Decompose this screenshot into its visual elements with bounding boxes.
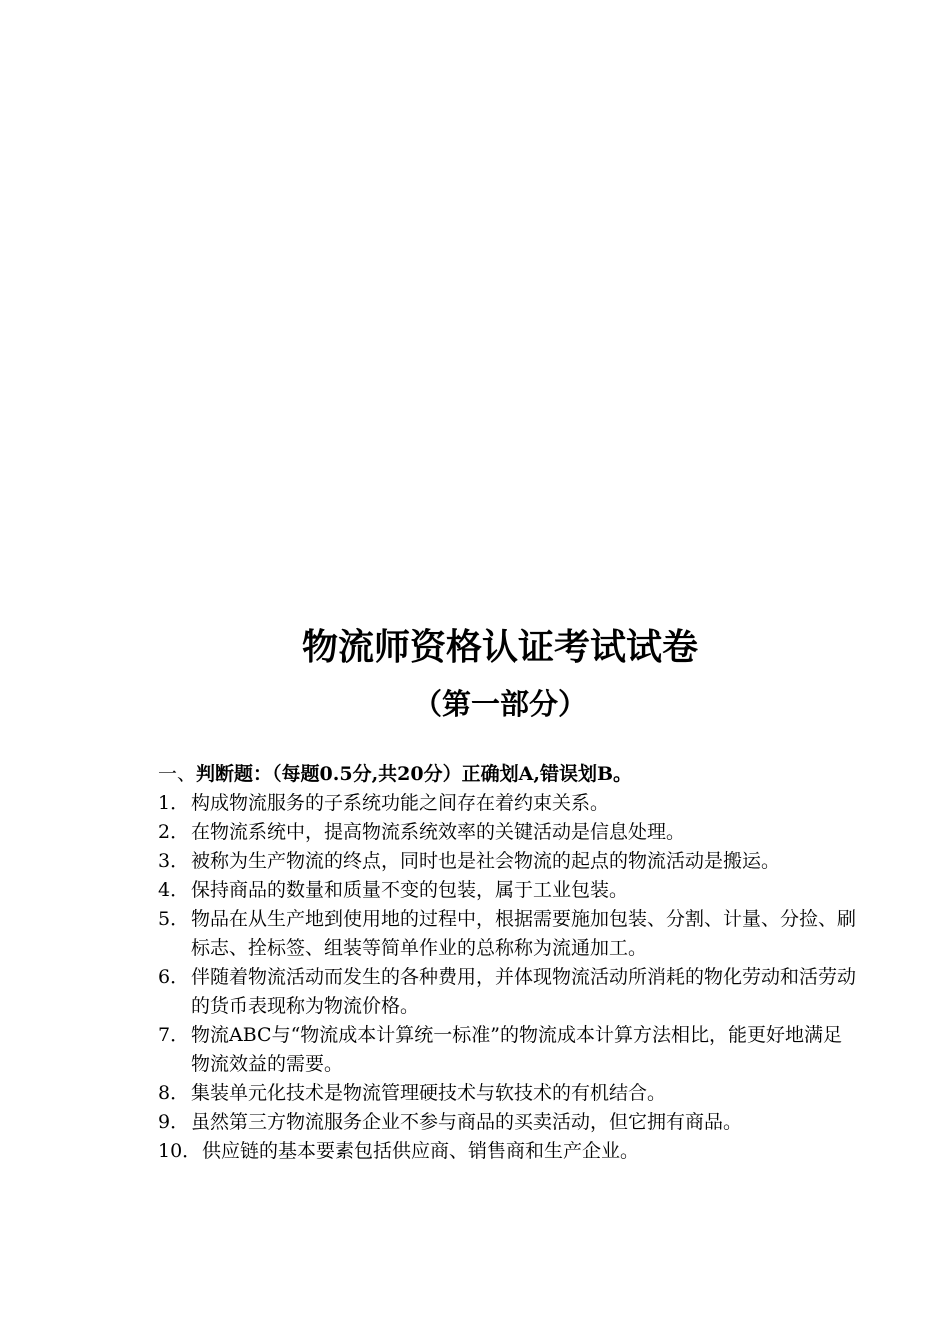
page-title: 物流师资格认证考试试卷 [301, 626, 698, 668]
section-heading [158, 760, 858, 789]
question-text: 集装单元化技术是物流管理硬技术与软技术的有机结合。 [191, 1082, 667, 1104]
question-item [158, 1079, 858, 1108]
section-true-false [158, 760, 858, 1166]
question-text: 物流ABC与“物流成本计算统一标准”的物流成本计算方法相比，能更好地满足物流效益的需要。 [191, 1024, 843, 1075]
question-text: 构成物流服务的子系统功能之间存在着约束关系。 [191, 792, 610, 814]
question-number: 3． [158, 850, 190, 872]
question-number: 10． [158, 1140, 202, 1162]
page-subtitle: （第一部分） [412, 687, 587, 721]
question-item [158, 818, 858, 847]
question-number: 2． [158, 821, 190, 843]
question-text: 伴随着物流活动而发生的各种费用，并体现物流活动所消耗的物化劳动和活劳动的货币表现称为物流价格。 [191, 966, 857, 1017]
question-item [158, 1108, 858, 1137]
question-number: 8． [158, 1082, 190, 1104]
question-item [158, 905, 858, 963]
question-text: 供应链的基本要素包括供应商、销售商和生产企业。 [202, 1140, 640, 1162]
question-number: 9． [158, 1111, 190, 1133]
question-text: 物品在从生产地到使用地的过程中，根据需要施加包装、分割、计量、分捡、刷标志、拴标签、组装等简单作业的总称称为流通加工。 [191, 908, 857, 959]
question-number: 6． [158, 966, 190, 988]
question-number: 7． [158, 1024, 190, 1046]
section-heading-text: 判断题：（每题0.5分,共20分）正确划A,错误划B。 [196, 763, 633, 785]
question-number: 1． [158, 792, 190, 814]
question-text: 被称为生产物流的终点，同时也是社会物流的起点的物流活动是搬运。 [191, 850, 781, 872]
question-number: 4． [158, 879, 190, 901]
question-number: 5． [158, 908, 190, 930]
section-number: 一、 [158, 763, 197, 785]
question-item [158, 847, 858, 876]
question-item [158, 1021, 858, 1079]
question-text: 保持商品的数量和质量不变的包装，属于工业包装。 [191, 879, 629, 901]
question-item [158, 789, 858, 818]
question-text: 在物流系统中，提高物流系统效率的关键活动是信息处理。 [191, 821, 686, 843]
question-item [158, 1137, 858, 1166]
question-item [158, 876, 858, 905]
question-item [158, 963, 858, 1021]
question-text: 虽然第三方物流服务企业不参与商品的买卖活动，但它拥有商品。 [191, 1111, 743, 1133]
